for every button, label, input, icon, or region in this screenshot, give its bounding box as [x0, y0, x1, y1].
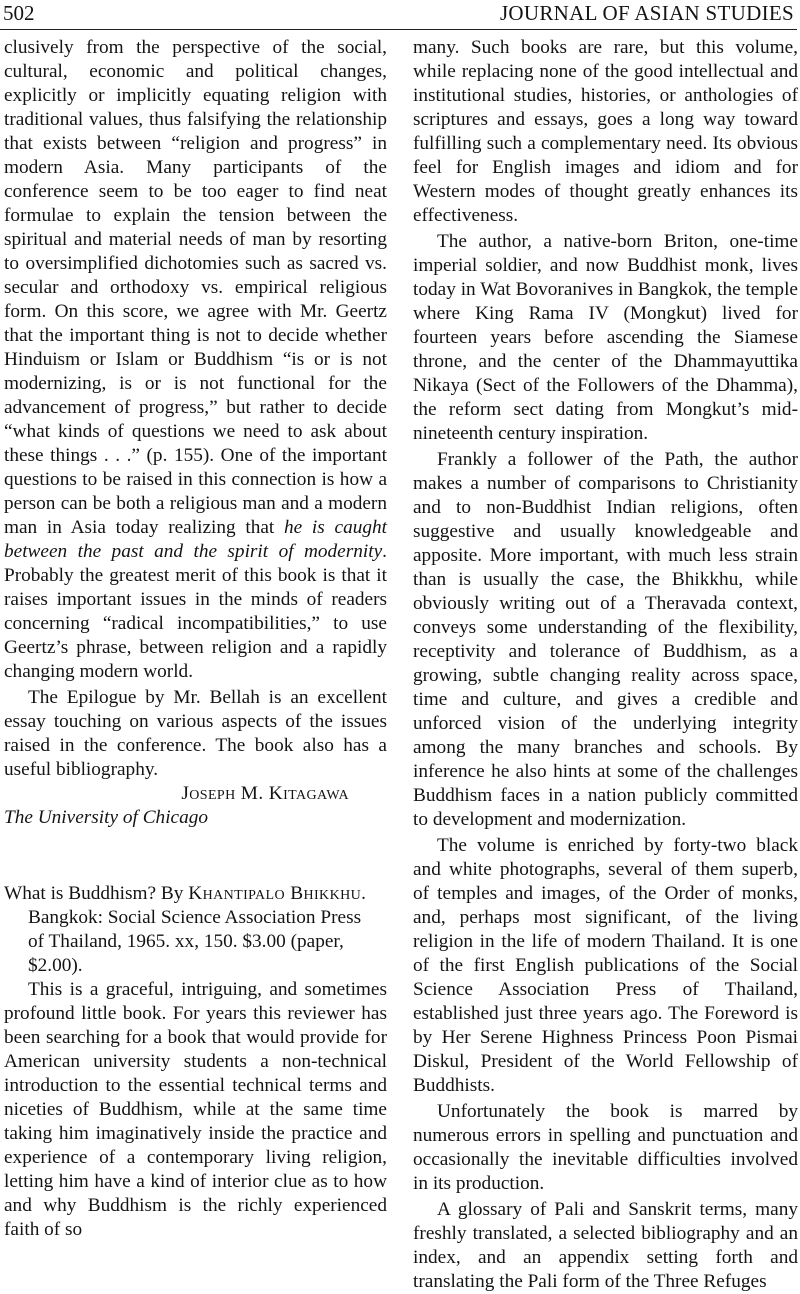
paragraph-epilogue: The Epilogue by Mr. Bellah is an excellent essay touching on various aspects of the issues raised in the conference. The book also has a useful bibliography. [4, 687, 387, 780]
review-paragraph: many. Such books are rare, but this volume, while replacing none of the good intellectual and institutional studies, histories, or anthologies of scriptures and essays, goes a long way toward fulfilling such a complementary need. Its obvious feel for English images and idiom and for Western modes of thought greatly enhances its effectiveness. [413, 37, 798, 226]
header-rule [0, 29, 797, 30]
book-title: What is Buddhism? [4, 883, 157, 904]
paragraph-continued [4, 36, 387, 684]
review-heading [4, 882, 387, 978]
reviewer-affiliation: The University of Chicago [4, 807, 209, 828]
review-paragraph: This is a graceful, intriguing, and sometimes profound little book. For years this reviewer has been searching for a book that would provide for American university students a non-technical introduction to the essential technical terms and niceties of Buddhism, while at the same time taking him imaginatively inside the practice and experience of a contemporary living religion, letting him have a kind of interior clue as to how and why Buddhism is the richly experienced faith of so [4, 979, 387, 1240]
running-header [0, 0, 800, 30]
review-paragraph: The author, a native-born Briton, one-time imperial soldier, and now Buddhist monk, lives today in Wat Bovoranives in Bangkok, the temple where King Rama IV (Mongkut) lived for fourteen years before ascending the Siamese throne, and the center of the Dhammayuttika Nikaya (Sect of the Followers of the Dhamma), the reform sect dating from Mongkut’s mid-nineteenth century inspiration. [413, 231, 798, 444]
review-paragraph: The volume is enriched by forty-two black and white photographs, several of them superb, of temples and images, of the Order of monks, and, perhaps most significant, of the living religion in the life of modern Thailand. It is one of the first English publications of the Social Science Association Press of Thailand, established just three years ago. The Foreword is by Her Serene Highness Princess Poon Pismai Diskul, President of the World Fellowship of Buddhists. [413, 835, 798, 1096]
review-paragraph: A glossary of Pali and Sanskrit terms, many freshly translated, a selected bibliography and an index, and an appendix setting forth and translating the Pali form of the Three Refuges [413, 1199, 798, 1292]
journal-title: JOURNAL OF ASIAN STUDIES [499, 1, 794, 25]
right-column [413, 36, 798, 1294]
page-number: 502 [3, 1, 35, 25]
paragraph-text: . Probably the greatest merit of this book is that it raises important issues in the minds of readers concerning “radical incompatibilities,” to use Geertz’s phrase, between religion and a rapidly changing modern world. [4, 541, 387, 682]
publication-info: of Thailand, 1965. xx, 150. $3.00 (paper, [28, 931, 344, 952]
publication-info: $2.00). [28, 955, 83, 976]
publication-info: Bangkok: Social Science Association Press [28, 907, 362, 928]
reviewer-name: Joseph M. Kitagawa [181, 783, 349, 804]
by-label: By [156, 883, 189, 904]
book-author: Khantipalo Bhikkhu. [188, 883, 367, 904]
italic-phrase: he is caught between the past and the spirit of modernity [4, 517, 387, 562]
review-paragraph: Unfortunately the book is marred by numerous errors in spelling and punctuation and occasionally the inevitable difficulties involved in its production. [413, 1101, 798, 1194]
review-paragraph: Frankly a follower of the Path, the author makes a number of comparisons to Christianity and to non-Buddhist Indian religions, often suggestive and usually knowledgeable and apposite. More important, with much less strain than is usually the case, the Bhikkhu, while obviously writing out of a Theravada context, conveys some understanding of the flexibility, receptivity and tolerance of Buddhism, as a growing, subtle changing reality across space, time and culture, and gives a credible and unforced vision of the underlying integrity among the many branches and schools. By inference he also hints at some of the challenges Buddhism faces in a nation publicly committed to development and modernization. [413, 449, 798, 830]
left-column [4, 36, 387, 1242]
paragraph-text: clusively from the perspective of the social, cultural, economic and political changes, explicitly or implicitly equating religion with traditional values, thus falsifying the relationship that exists between “religion and progress” in modern Asia. Many participants of the conference seem to be too eager to find neat formulae to explain the tension between the spiritual and material needs of man by resorting to oversimplified dichotomies such as sacred vs. secular and orthodoxy vs. empirical religious form. On this score, we agree with Mr. Geertz that the important thing is not to decide whether Hinduism or Islam or Buddhism “is or is not modernizing, is or is not functional for the advancement of progress,” but rather to decide “what kinds of questions we need to ask about these things . . .” (p. 155). One of the important questions to be raised in this connection is how a person can be both a religious man and a modern man in Asia today realizing that [4, 37, 387, 538]
